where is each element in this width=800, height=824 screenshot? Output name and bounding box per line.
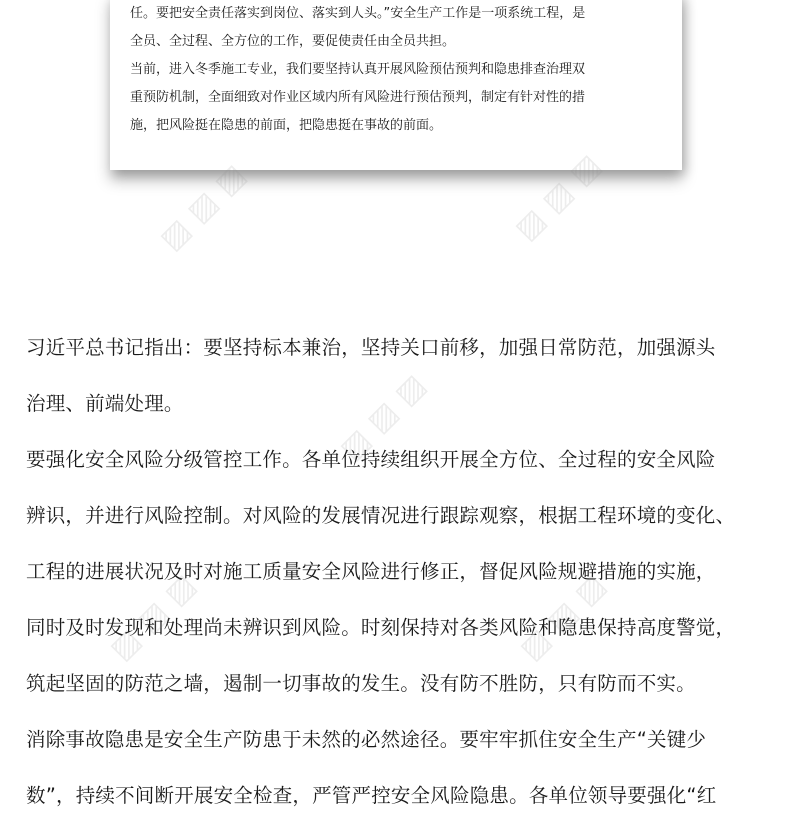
watermark-mark: ▨ ▨ ▨ (333, 367, 433, 468)
body-line: 数”，持续不间断开展安全检查，严管严控安全风险隐患。各单位领导要强化“红 (26, 784, 717, 807)
card-line: 任。要把安全责任落实到岗位、落实到人头。”安全生产工作是一项系统工程，是 (130, 6, 586, 21)
card-text-block (130, 0, 670, 140)
body-line: 消除事故隐患是安全生产防患于未然的必然途径。要牢牢抓住安全生产“关键少 (26, 728, 707, 751)
body-line: 要强化安全风险分级管控工作。各单位持续组织开展全方位、全过程的安全风险 (26, 448, 716, 471)
body-line: 辨识，并进行风险控制。对风险的发展情况进行跟踪观察，根据工程环境的变化、 (26, 504, 736, 527)
card-line: 重预防机制，全面细致对作业区域内所有风险进行预估预判，制定有针对性的措 (130, 90, 586, 105)
card-line: 施，把风险挺在隐患的前面，把隐患挺在事故的前面。 (130, 118, 443, 133)
card-line: 全员、全过程、全方位的工作，要促使责任由全员共担。 (130, 34, 456, 49)
watermark-mark: ▨ ▨ ▨ (508, 147, 608, 248)
card-line: 当前，进入冬季施工专业，我们要坚持认真开展风险预估预判和隐患排查治理双 (130, 62, 586, 77)
article-body (26, 320, 786, 824)
watermark-mark: ▨ ▨ ▨ (153, 157, 253, 258)
watermark-mark: ▨ ▨ ▨ (513, 567, 613, 668)
document-page-card (110, 0, 682, 170)
body-line: 习近平总书记指出：要坚持标本兼治，坚持关口前移，加强日常防范，加强源头 (26, 336, 716, 359)
body-line: 工程的进展状况及时对施工质量安全风险进行修正，督促风险规避措施的实施， (26, 560, 716, 583)
body-line: 筑起坚固的防范之墙，遏制一切事故的发生。没有防不胜防，只有防而不实。 (26, 672, 696, 695)
watermark-mark: ▨ ▨ ▨ (103, 567, 203, 668)
body-line: 同时及时发现和处理尚未辨识到风险。时刻保持对各类风险和隐患保持高度警觉， (26, 616, 736, 639)
body-line: 治理、前端处理。 (26, 392, 184, 415)
